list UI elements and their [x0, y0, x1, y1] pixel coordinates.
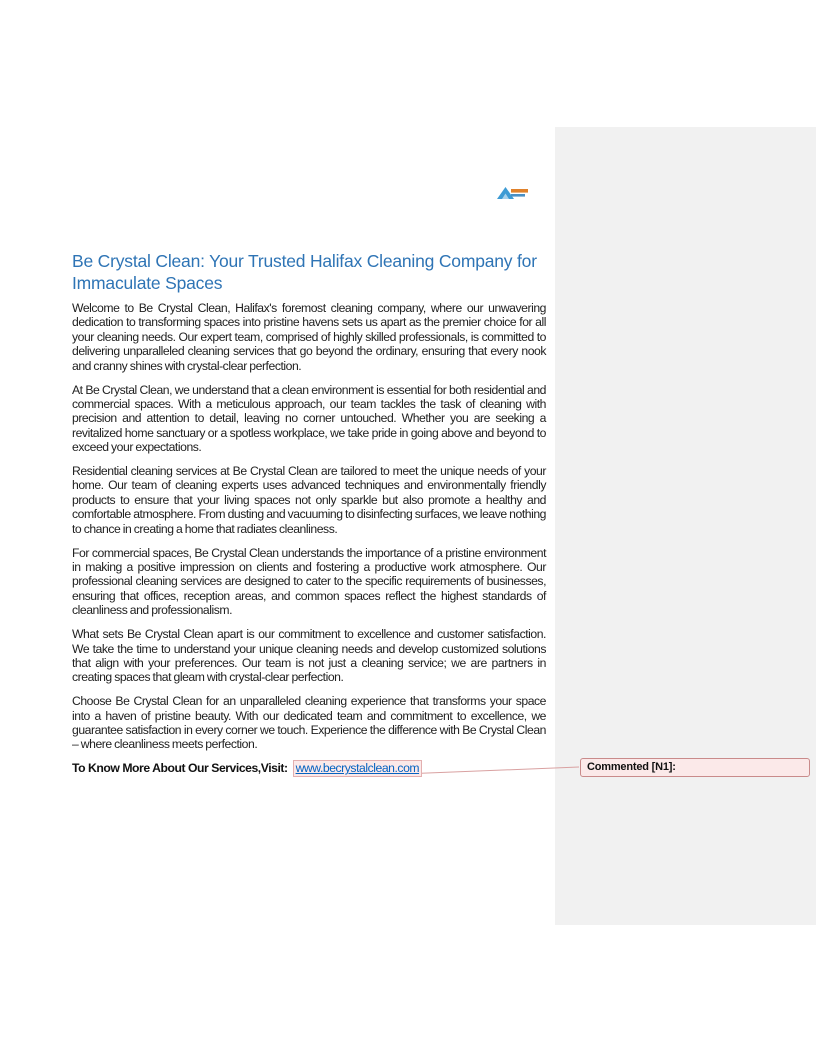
comment-card-label: Commented [N1]:: [587, 761, 676, 774]
cta-line: [72, 761, 676, 776]
paragraph-environment[interactable]: At Be Crystal Clean, we understand that a clean environment is essential for both residential and commercial spaces. With a meticulous approach, our team tackles the task of cleaning with precision and attention to detail, leaving no corner untouched. Whether you are seeking a revitalized home sanctuary or a spotless workplace, we take pride in going above and beyond to exceed your expectations.: [72, 382, 546, 455]
website-link[interactable]: www.becrystalclean.com: [295, 761, 420, 776]
paragraph-residential[interactable]: Residential cleaning services at Be Crystal Clean are tailored to meet the unique needs of your home. Our team of cleaning experts uses advanced techniques and environmentally friendly products to ensure that your living spaces not only sparkle but also promote a healthy and comfortable atmosphere. From dusting and vacuuming to disinfecting surfaces, we leave nothing to chance in creating a home that radiates cleanliness.: [72, 464, 546, 536]
comment-card[interactable]: [580, 758, 810, 777]
cta-label: To Know More About Our Services,Visit:: [72, 761, 288, 776]
paragraph-commitment[interactable]: What sets Be Crystal Clean apart is our commitment to excellence and customer satisfaction. We take the time to understand your unique cleaning needs and develop customized solutions that align with your preferences. Our team is not just a cleaning service; we are partners in creating spaces that gleam with crystal-clear perfection.: [72, 627, 546, 685]
comments-pane: [555, 127, 816, 925]
paragraph-intro[interactable]: Welcome to Be Crystal Clean, Halifax's foremost cleaning company, where our unwavering dedication to transforming spaces into pristine havens sets us apart as the premier choice for all your cleaning needs. Our expert team, comprised of highly skilled professionals, is committed to delivering unparalleled cleaning services that go beyond the ordinary, ensuring that every nook and cranny shines with crystal-clear perfection.: [72, 301, 546, 373]
comment-anchor-highlight: [293, 760, 423, 777]
document-body: [72, 250, 676, 776]
paragraph-commercial[interactable]: For commercial spaces, Be Crystal Clean understands the importance of a pristine environment in making a positive impression on clients and fostering a productive work atmosphere. Our professional cleaning services are designed to cater to the specific requirements of businesses, ensuring that offices, reception areas, and common spaces reflect the highest standards of cleanliness and professionalism.: [72, 545, 546, 618]
paragraph-closing[interactable]: Choose Be Crystal Clean for an unparalleled cleaning experience that transforms your space into a haven of pristine beauty. With our dedicated team and commitment to excellence, we guarantee satisfaction in every corner we touch. Experience the difference with Be Crystal Clean – where cleanliness meets perfection.: [72, 694, 546, 752]
be-crystal-clean-logo: [496, 184, 532, 202]
document-title[interactable]: Be Crystal Clean: Your Trusted Halifax Cleaning Company for Immaculate Spaces: [72, 251, 537, 293]
logo-triangle-icon: [496, 184, 532, 202]
